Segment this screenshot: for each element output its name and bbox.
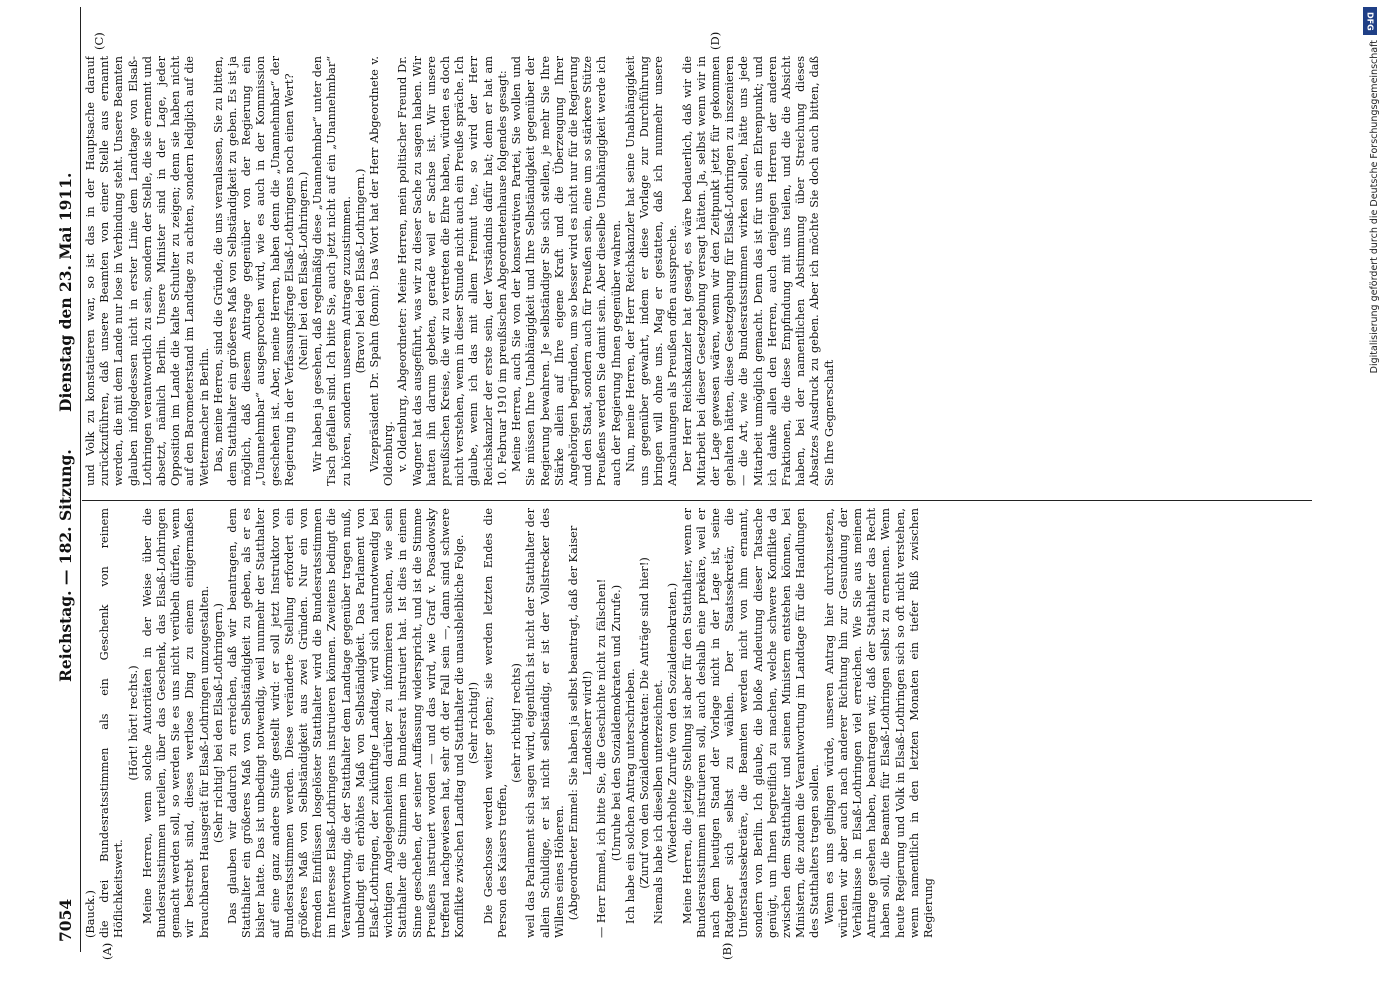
paragraph: und Volk zu konstatieren war, so ist das in der Hauptsache darauf zurückzuführen, daß unsere Beamten von einer Stelle aus ernannt werden, die mit dem Lande nur lose in Verbindung steht. Unsere Beamten glauben infolgedessen nicht in erster Linie dem Landtage von Elsaß-Lothringen verantwortlich zu sein, sondern der Stelle, die sie ernennt und absetzt, nämlich Berlin. Unsere Minister sind in der Lage, jeder Opposition im Lande die kalte Schulter zu zeigen; denn sie haben nicht auf den Barometerstand im Landtage zu achten, sondern lediglich auf die Wettermacher in Berlin.	[84, 56, 211, 486]
margin-marker-b: (B)	[720, 942, 734, 960]
paragraph: Niemals habe ich dieselben unterzeichnet.	[652, 679, 666, 924]
page-header-left: Reichstag. — 182. Sitzung.	[56, 449, 75, 682]
interjection: (Nein! bei den Elsaß-Lothringern.)	[297, 171, 311, 371]
paragraph: Meine Herren, die jetzige Stellung ist aber für den Statthalter, wenn er Bundesratsstimmen instruieren soll, auch deshalb eine prekäre, weil er nach dem heutigen Stand der Vorlage nicht in der Lage ist, seine Ratgeber sich selbst zu wählen. Der Staatssekretär, die Unterstaatssekretäre, die Beamten werden nicht von ihm ernannt, sondern von Berlin. Ich glaube, die bloße Andeutung dieser Tatsache genügt, um Ihnen begreiflich zu machen, welche schwere Konflikte da zwischen dem Statthalter und seinen Ministern entstehen können, bei Ministern, die zudem die Verantwortung im Landtage für die Handlungen des Statthalters tragen sollen.	[680, 508, 822, 938]
interjection: (sehr richtig! rechts)	[510, 663, 524, 783]
paragraph: Das, meine Herren, sind die Gründe, die uns veranlassen, Sie zu bitten, dem Statthalter ein größeres Maß von Selbständigkeit zu geben. Es ist ja möglich, daß diesem Antrage gegenüber von der Regierung ein „Unannehmbar“ ausgesprochen wird, wie es auch in der Kommission geschehen ist. Aber, meine Herren, haben denn die „Unannehmbar“ der Regierung in der Verfassungsfrage Elsaß-Lothringens noch einen Wert?	[211, 56, 296, 486]
page-header-right: Dienstag den 23. Mai 1911.	[56, 172, 75, 412]
dfg-logo: DFG	[1363, 7, 1377, 35]
paragraph: die drei Bundesratsstimmen als ein Geschenk von reinem Höflichkeitswert.	[98, 508, 126, 938]
interjection: (Abgeordneter Emmel: Sie haben ja selbst beantragt, daß der Kaiser Landesherr wird!)	[566, 525, 595, 921]
paragraph: Meine Herren, wenn solche Autoritäten in der Weise über die Bundesratsstimmen urteilen, über das Geschenk, das Elsaß-Lothringen gemacht werden soll, so werden Sie es uns nicht verübeln dürfen, wenn wir bestrebt sind, dieses wertlose Ding zu einem einigermaßen brauchbaren Hausgerät für Elsaß-Lothringen umzugestalten.	[140, 508, 211, 938]
header-rule	[80, 7, 81, 952]
paragraph: Der Herr Reichskanzler hat gesagt, es wäre bedauerlich, daß wir die Mitarbeit bei dieser Gesetzgebung versagt hätten. Ja, selbst wenn wir in der Lage gewesen wären, wenn wir den Zeitpunkt jetzt für gekommen gehalten hätten, diese Gesetzgebung für Elsaß-Lothringen zu inszenieren — die Art, wie die Bundesratsstimmen wirken sollen, hätte uns jede Mitarbeit unmöglich gemacht. Denn das ist für uns ein Ehrenpunkt; und ich danke allen den Herren, auch denjenigen Herren der anderen Fraktionen, die diese Empfindung mit uns teilen, und die die Absicht haben, bei der namentlichen Abstimmung über Streichung dieses Absatzes Ausdruck zu geben. Aber ich möchte Sie doch auch bitten, daß Sie Ihre Gegnerschaft	[680, 56, 836, 486]
margin-marker-a: (A)	[100, 942, 114, 960]
digitization-credit: Digitalisierung gefördert durch die Deutsche Forschungsgemeinschaft	[1369, 40, 1380, 374]
paragraph: Nun, meine Herren, der Herr Reichskanzler hat seine Unabhängigkeit uns gegenüber gewahrt, indem er diese Vorlage zur Durchführung bringen will ohne uns. Mag er gestatten, daß ich nunmehr unsere Anschauungen als Preußen offen ausspreche.	[623, 56, 680, 486]
quote: Meine Herren, auch Sie von der konservativen Partei, Sie wollen und Sie müssen Ihre Unabhängigkeit und Ihre Selbständigkeit gegenüber der Regierung bewahren. Je selbständiger Sie sich stellen, je mehr Sie Ihre Stärke allein auf Ihre eigene Kraft und die Überzeugung Ihrer Angehörigen begründen, um so besser wird es nicht nur für die Regierung und den Staat, sondern auch für Preußen sein, eine um so stärkere Stütze Preußens werden Sie damit sein. Aber dieselbe Unabhängigkeit werde ich auch der Regierung Ihnen gegenüber wahren.	[510, 56, 623, 486]
paragraph: Das glauben wir dadurch zu erreichen, daß wir beantragen, dem Statthalter ein größeres Maß von Selbständigkeit zu geben, als er es bisher hatte. Das ist unbedingt notwendig, weil nunmehr der Statthalter auf eine ganz andere Stufe gestellt wird: er soll jetzt Instruktor von Bundesratsstimmen werden. Diese veränderte Stellung erfordert ein größeres Maß von Selbständigkeit aus zwei Gründen. Nur ein von fremden Einflüssen losgelöster Statthalter wird die Bundesratsstimmen im Interesse Elsaß-Lothringens instruieren können. Zweitens bedingt die Verantwortung, die der Statthalter dem Landtage gegenüber tragen muß, unbedingt ein erhöhtes Maß von Selbständigkeit. Das Parlament von Elsaß-Lothringen, der zukünftige Landtag, wird sich naturnotwendig bei wichtigen Angelegenheiten darüber zu informieren suchen, wie sein Statthalter die Stimmen im Bundesrat instruiert hat. Ist dies in einem Sinne geschehen, der seiner Auffassung widerspricht, und ist die Stimme Preußens instruiert worden — und das wird, wie Graf v. Posadowsky treffend nachgewiesen hat, sehr oft der Fall sein —, dann sind schwere Konflikte zwischen Landtag und Statthalter die unausbleibliche Folge.	[226, 508, 467, 938]
paragraph: Vizepräsident Dr. Spahn (Bonn): Das Wort hat der Herr Abgeordnete v. Oldenburg.	[368, 56, 396, 486]
interjection: (Unruhe bei den Sozialdemokraten und Zurufe.)	[609, 584, 623, 862]
left-column	[84, 508, 1309, 938]
interjection: (Bravo! bei den Elsaß-Lothringern.)	[353, 168, 367, 374]
paragraph: v. Oldenburg, Abgeordneter: Meine Herren, mein politischer Freund Dr. Wagner hat das ausgeführt, was wir zu dieser Sache zu sagen haben. Wir hatten ihn darum gebeten, gerade weil er Sachse ist. Wir unsere preußischen Kreise, die wir zu vertreten die Ehre haben, würden es doch nicht verstehen, wenn in dieser Stunde nicht auch ein Preuße spräche. Ich glaube, wenn ich das mit allem Freimut tue, so wird der Herr Reichskanzler der erste sein, der Verständnis dafür hat; denn er hat am 10. Februar 1910 im preußischen Abgeordnetenhause folgendes gesagt:	[396, 56, 509, 486]
interjection: (Sehr richtig!)	[467, 681, 481, 765]
paragraph: weil das Parlament sich sagen wird, eigentlich ist nicht der Statthalter der allein Schuldige, er ist nicht selbständig, er ist der Vollstrecker des Willens eines Höheren.	[524, 508, 566, 938]
interjection: (Wiederholte Zurufe von den Sozialdemokraten.)	[666, 582, 680, 864]
column-divider	[82, 500, 1312, 501]
paragraph: Wenn es uns gelingen würde, unseren Antrag hier durchzusetzen, würden wir aber auch nach anderer Richtung hin zur Gesundung der Verhältnisse in Elsaß-Lothringen viel erreichen. Wie Sie aus meinem Antrage gesehen haben, beantragen wir, daß der Statthalter das Recht haben soll, die Beamten für Elsaß-Lothringen selbst zu ernennen. Wenn heute Regierung und Volk in Elsaß-Lothringen sich so oft nicht verstehen, wenn namentlich in den letzten Monaten ein tiefer Riß zwischen Regierung	[822, 508, 935, 938]
interjection: (Sehr richtig! bei den Elsaß-Lothringern.)	[211, 603, 225, 843]
speaker-tag: (Bauck.)	[84, 890, 97, 938]
margin-marker-d: (D)	[708, 31, 722, 50]
paragraph: — Herr Emmel, ich bitte Sie, die Geschichte nicht zu fälschen!	[595, 578, 609, 938]
right-column	[84, 56, 1309, 486]
paragraph: Wir haben ja gesehen, daß regelmäßig diese „Unannehmbar“ unter den Tisch gefallen sind. Ich bitte Sie, auch jetzt nicht auf ein „Unannehmbar“ zu hören, sondern unserem Antrage zuzustimmen.	[311, 56, 353, 486]
interjection: (Hört! hört! rechts.)	[126, 665, 140, 781]
paragraph: Ich habe ein solchen Antrag unterschrieben.	[623, 668, 637, 924]
margin-marker-c: (C)	[92, 32, 106, 50]
paragraph: Die Geschosse werden weiter gehen; sie werden letzten Endes die Person des Kaisers treffen,	[481, 508, 509, 938]
page-number: 7054	[56, 898, 75, 942]
interjection: (Zuruf von den Sozialdemokraten: Die Anträge sind hier!)	[637, 557, 651, 889]
